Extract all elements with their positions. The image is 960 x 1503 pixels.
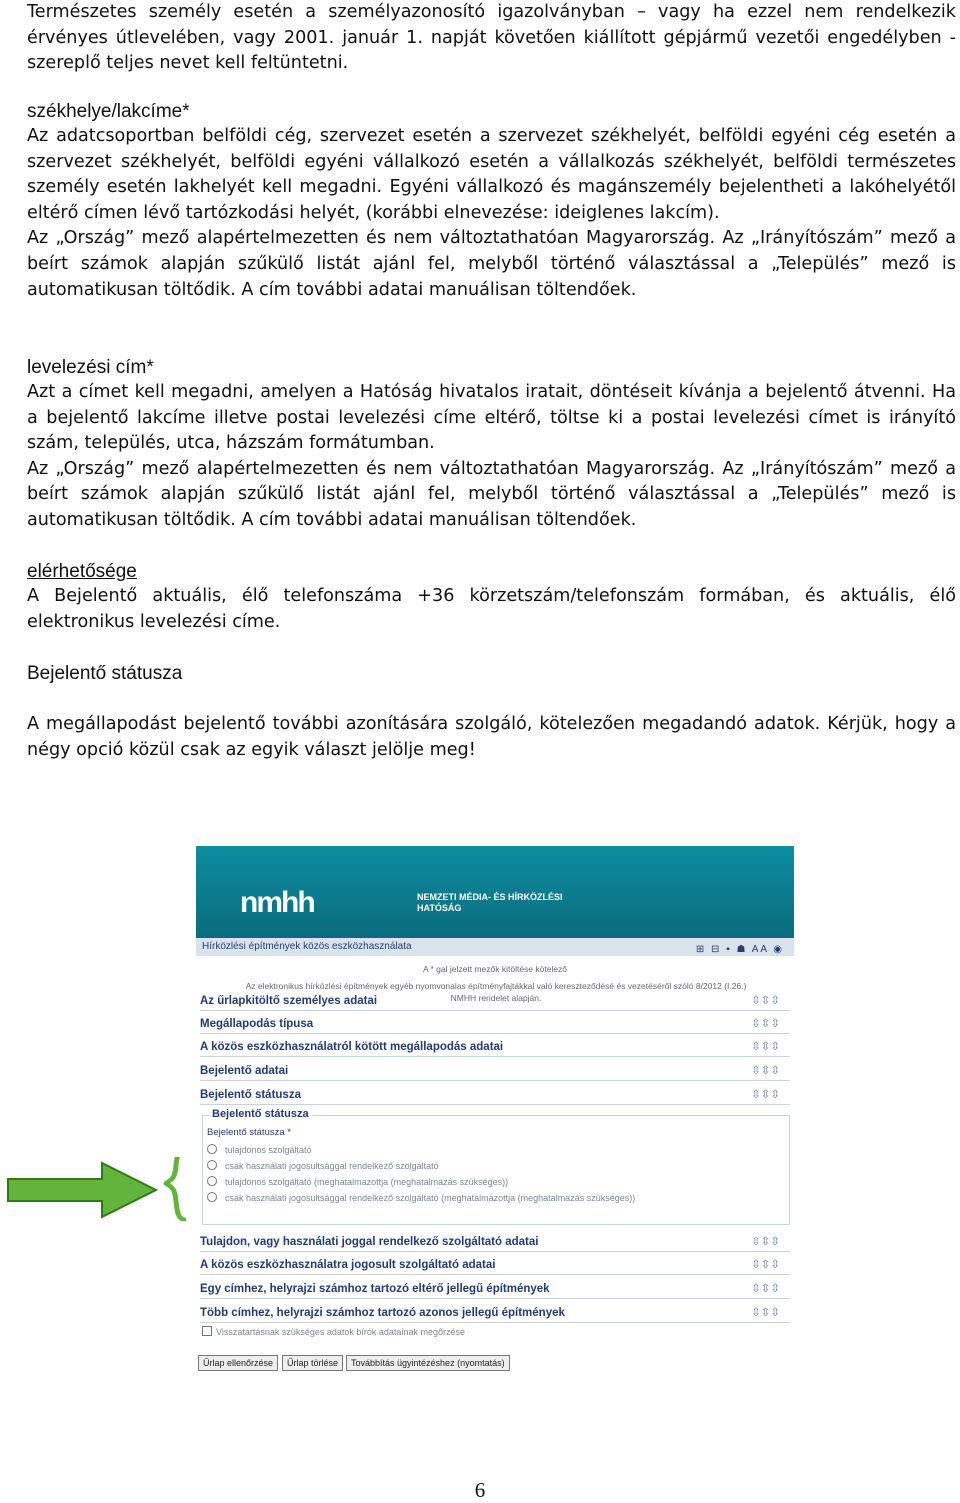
form-screenshot [196, 846, 794, 1416]
expand-icon: ⇳⇳⇳ [751, 995, 780, 1007]
radio-icon [207, 1160, 217, 1170]
section-multi-address-buildings[interactable]: Több címhez, helyrajzi számhoz tartozó azonos jellegű építmények ⇳⇳⇳ [200, 1304, 790, 1323]
section-contact [27, 560, 956, 635]
retention-checkbox[interactable]: Visszatartásnak szükséges adatok bírók adatainak megőrzése [202, 1326, 465, 1337]
section-heading: elérhetősége [27, 561, 137, 582]
radio-icon [207, 1176, 217, 1186]
expand-icon: ⇳⇳⇳ [751, 1041, 780, 1053]
status-radio-1[interactable]: tulajdonos szolgáltató [207, 1143, 707, 1157]
logo-text: NEMZETI MÉDIA- ÉS HÍRKÖZLÉSI HATÓSÁG [417, 892, 563, 913]
section-postal-address [27, 356, 956, 534]
nmhh-logo: nmhh [240, 886, 314, 919]
page-number: 6 [474, 1478, 486, 1502]
status-fieldset [202, 1108, 790, 1225]
section-paragraph: Az „Ország” mező alapértelmezetten és nem változtathatóan Magyarország. Az „Irányítószám” mező a beírt számok alapján szűkülő listát ajánl fel, melyből történő választással a „Település” mező is automatikusan töltődik. A cím további adatai manuálisan töltendőek. [27, 228, 956, 300]
radio-icon [207, 1192, 217, 1202]
intro-paragraph: Természetes személy esetén a személyazonosító igazolványban – vagy ha ezzel nem rendelkezik érvényes útlevelében, vagy 2001. január 1. napját követően kiállított gépjármű vezetői engedélyben - szereplő teljes nevet kell feltüntetni. [27, 2, 956, 74]
clear-form-button[interactable]: Űrlap törlése [282, 1355, 343, 1371]
section-entitled-provider[interactable]: A közös eszközhasználatra jogosult szolgáltató adatai ⇳⇳⇳ [200, 1256, 790, 1275]
radio-icon [207, 1144, 217, 1154]
expand-icon: ⇳⇳⇳ [751, 1283, 780, 1295]
expand-icon: ⇳⇳⇳ [751, 1065, 780, 1077]
check-form-button[interactable]: Űrlap ellenőrzése [198, 1355, 278, 1371]
section-agreement-type[interactable]: Megállapodás típusa ⇳⇳⇳ [200, 1015, 790, 1034]
section-agreement-data[interactable]: A közös eszközhasználatról kötött megállapodás adatai ⇳⇳⇳ [200, 1038, 790, 1057]
expand-icon: ⇳⇳⇳ [751, 1089, 780, 1101]
submit-form-button[interactable]: Továbbítás ügyintézéshez (nyomtatás) [346, 1355, 510, 1371]
expand-icon: ⇳⇳⇳ [751, 1018, 780, 1030]
expand-icon: ⇳⇳⇳ [751, 1259, 780, 1271]
section-heading: levelezési cím* [27, 357, 154, 378]
subtitle-bar [196, 938, 794, 956]
section-paragraph: Az „Ország” mező alapértelmezetten és nem változtathatóan Magyarország. Az „Irányítószám” mező a beírt számok alapján szűkülő listát ajánl fel, melyből történő választással a „Település” mező is automatikusan töltődik. A cím további adatai manuálisan töltendőek. [27, 458, 956, 530]
fieldset-legend: Bejelentő státusza [209, 1108, 312, 1120]
status-radio-4[interactable]: csak használati jogosultsággal rendelkező szolgáltató (meghatalmazottja (meghatalmazás szükséges)) [207, 1191, 707, 1205]
app-subtitle: Hírközlési építmények közös eszközhasználata [202, 941, 412, 952]
fieldset-label: Bejelentő státusza * [207, 1127, 291, 1138]
section-status [27, 662, 956, 763]
intro-text [27, 0, 956, 77]
status-radio-2[interactable]: csak használati jogosultsággal rendelkező szolgáltató [207, 1159, 707, 1173]
section-reporter-status[interactable]: Bejelentő státusza ⇳⇳⇳ [200, 1086, 790, 1105]
legal-note: Az elektronikus hírközlési építmények egyéb nyomvonalas építményfajtákkal való kereszteződésé és vezetéséről szóló 8/2012 (I.26.) NMHH rendelet alapján. [245, 981, 747, 1003]
section-heading: székhelye/lakcíme* [27, 101, 190, 122]
section-owner-provider[interactable]: Tulajdon, vagy használati joggal rendelkező szolgáltató adatai ⇳⇳⇳ [200, 1233, 790, 1252]
checkbox-icon [202, 1326, 212, 1336]
section-paragraph: A megállapodást bejelentő további azonítására szolgáló, kötelezően megadandó adatok. Kérjük, hogy a négy opció közül csak az egyik választ jelölje meg! [27, 714, 956, 760]
section-paragraph: Azt a címet kell megadni, amelyen a Hatóság hivatalos iratait, döntéseit kívánja a bejelentő átvenni. Ha a bejelentő lakcíme illetve postai levelezési címe eltérő, töltse ki a postai levelezési címet is irányító szám, település, utca, házszám formátumban. [27, 382, 956, 454]
section-paragraph: A Bejelentő aktuális, élő telefonszáma +36 körzetszám/telefonszám formában, és aktuális, élő elektronikus levelezési címe. [27, 586, 956, 632]
header-banner [196, 846, 794, 938]
section-reporter-data[interactable]: Bejelentő adatai ⇳⇳⇳ [200, 1062, 790, 1081]
expand-icon: ⇳⇳⇳ [751, 1307, 780, 1319]
section-paragraph: Az adatcsoportban belföldi cég, szervezet esetén a szervezet székhelyét, belföldi egyéni cég esetén a szervezet székhelyét, belföldi egyéni vállalkozó esetén a vállalkozás székhelyét, belföldi természetes személy esetén lakhelyét kell megadni. Egyéni vállalkozó és magánszemély bejelentheti a lakóhelyétől eltérő címen lévő tartózkodási helyét, (korábbi elnevezése: ideiglenes lakcím). [27, 126, 956, 223]
expand-icon: ⇳⇳⇳ [751, 1236, 780, 1248]
toolbar-icons[interactable]: ⊞ ⊟ ▪ ☗ AA ◉ [695, 944, 784, 955]
section-seat-address [27, 100, 956, 303]
status-radio-3[interactable]: tulajdonos szolgáltató (meghatalmazottja (meghatalmazás szükséges)) [207, 1175, 707, 1189]
section-personal-data[interactable]: Az űrlapkitöltő személyes adatai ⇳⇳⇳ [200, 992, 790, 1011]
section-heading: Bejelentő státusza [27, 663, 183, 684]
pointer-arrow-icon [6, 1157, 196, 1221]
section-single-address-buildings[interactable]: Egy címhez, helyrajzi számhoz tartozó eltérő jellegű építmények ⇳⇳⇳ [200, 1280, 790, 1299]
required-note: A * gal jelzett mezők kitöltése kötelező [422, 964, 568, 974]
